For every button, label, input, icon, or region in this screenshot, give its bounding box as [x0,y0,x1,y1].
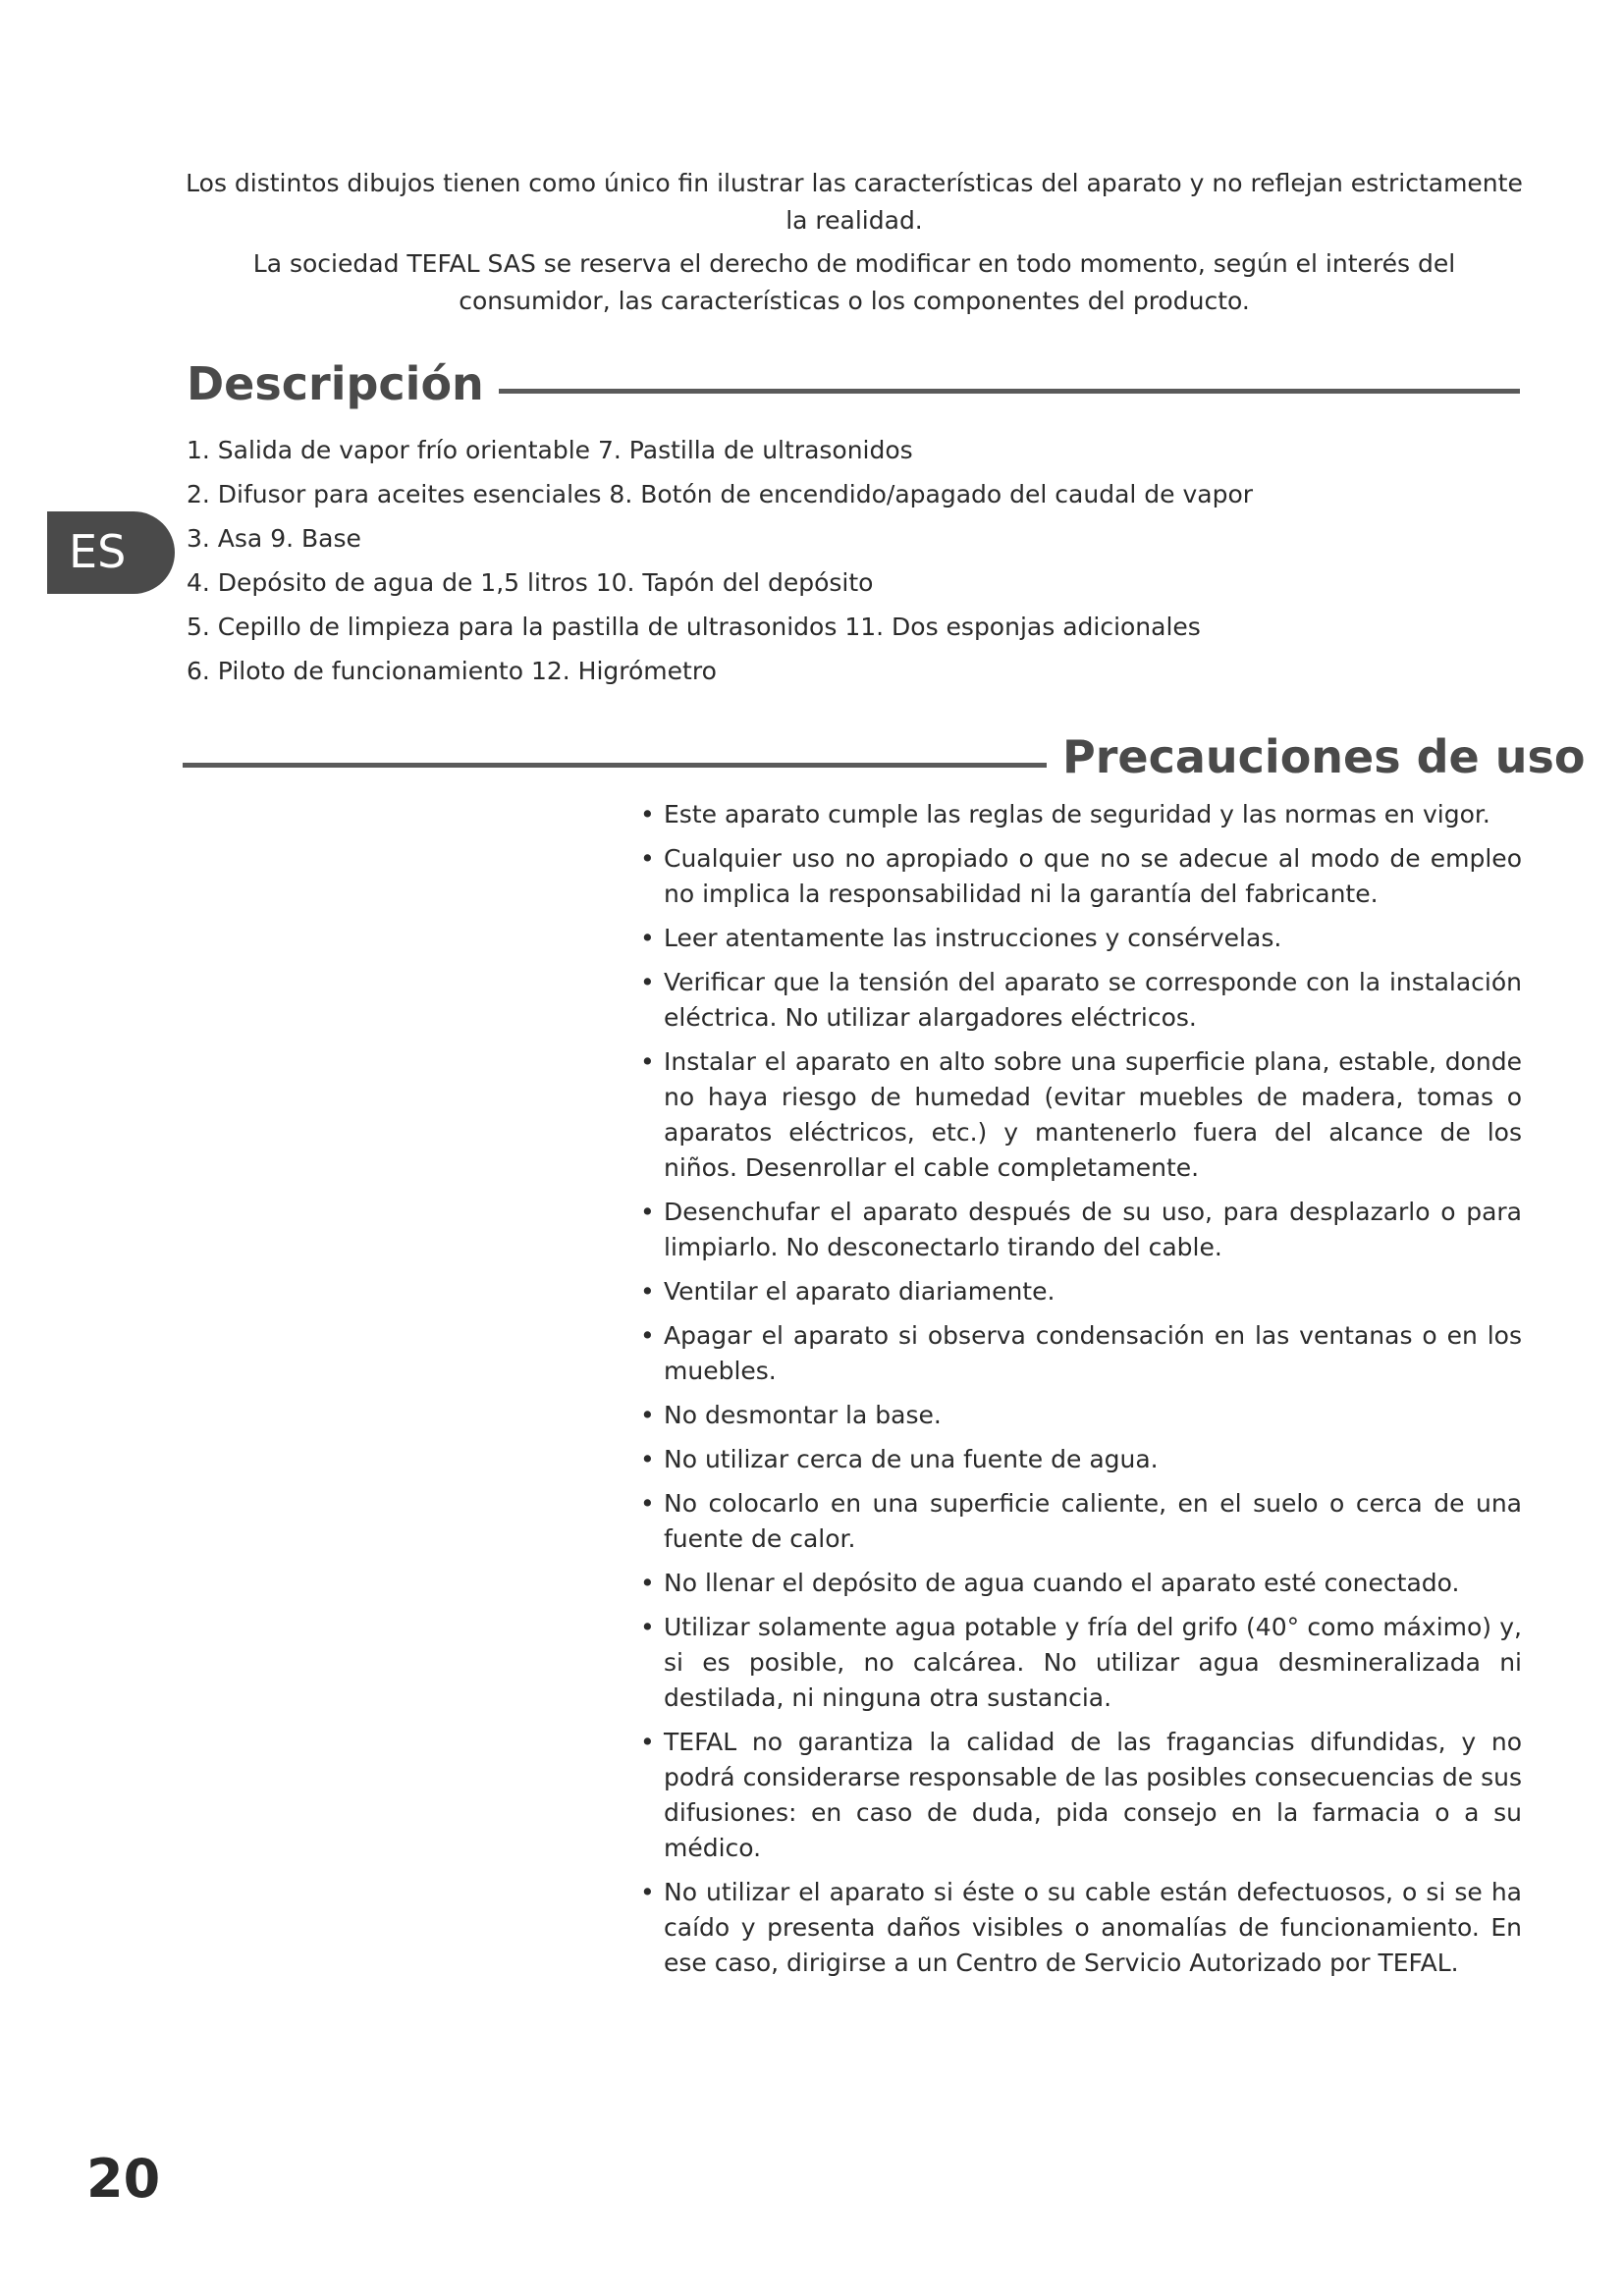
list-item: • No llenar el depósito de agua cuando el aparato esté conectado. [640,1566,1522,1601]
list-item: • Verificar que la tensión del aparato se corresponde con la instalación eléctrica. No utilizar alargadores eléctricos. [640,965,1522,1036]
intro-disclaimer-modifications: La sociedad TEFAL SAS se reserva el derecho de modificar en todo momento, según el interés del consumidor, las características o los componentes del producto. [252,249,1456,315]
list-item: 6. Piloto de funcionamiento 12. Higrómetro [187,657,717,685]
page-number: 20 [86,2148,161,2210]
list-item: • TEFAL no garantiza la calidad de las fragancias difundidas, y no podrá considerarse responsable de las posibles consecuencias de sus difusiones: en caso de duda, pida consejo en la farmacia o a su médico. [640,1725,1522,1866]
description-list [187,428,1253,693]
list-item: 3. Asa 9. Base [187,524,361,553]
precautions-heading: Precauciones de uso [1062,730,1586,783]
list-item: • No utilizar el aparato si éste o su cable están defectuosos, o si se ha caído y presenta daños visibles o anomalías de funcionamiento. En ese caso, dirigirse a un Centro de Servicio Autorizado por TEFAL. [640,1875,1522,1981]
language-tab-label: ES [69,525,127,578]
list-item: • No desmontar la base. [640,1398,1522,1433]
list-item: • Cualquier uso no apropiado o que no se adecue al modo de empleo no implica la responsabilidad ni la garantía del fabricante. [640,841,1522,912]
list-item: 2. Difusor para aceites esenciales 8. Botón de encendido/apagado del caudal de vapor [187,480,1254,508]
intro-notice [177,165,1532,326]
list-item: • Este aparato cumple las reglas de seguridad y las normas en vigor. [640,797,1522,832]
description-heading-rule [499,389,1520,394]
precautions-list [640,797,1522,1990]
list-item: • Utilizar solamente agua potable y fría del grifo (40° como máximo) y, si es posible, no calcárea. No utilizar agua desmineralizada ni destilada, ni ninguna otra sustancia. [640,1610,1522,1716]
list-item: • Desenchufar el aparato después de su uso, para desplazarlo o para limpiarlo. No desconectarlo tirando del cable. [640,1195,1522,1265]
list-item: • No utilizar cerca de una fuente de agua. [640,1442,1522,1477]
list-item: 4. Depósito de agua de 1,5 litros 10. Tapón del depósito [187,568,874,597]
list-item: • Ventilar el aparato diariamente. [640,1274,1522,1309]
intro-disclaimer-drawings: Los distintos dibujos tienen como único fin ilustrar las características del aparato y no reflejan estrictamente la realidad. [186,169,1523,235]
list-item: 5. Cepillo de limpieza para la pastilla de ultrasonidos 11. Dos esponjas adicionales [187,613,1201,641]
description-heading: Descripción [187,357,484,410]
list-item: • Apagar el aparato si observa condensación en las ventanas o en los muebles. [640,1318,1522,1389]
list-item: 1. Salida de vapor frío orientable 7. Pastilla de ultrasonidos [187,436,913,464]
precautions-heading-rule [183,763,1047,768]
list-item: • Instalar el aparato en alto sobre una superficie plana, estable, donde no haya riesgo de humedad (evitar muebles de madera, tomas o aparatos eléctricos, etc.) y mantenerlo fuera del alcance de los niños. Desenrollar el cable completamente. [640,1044,1522,1186]
list-item: • No colocarlo en una superficie caliente, en el suelo o cerca de una fuente de calor. [640,1486,1522,1557]
language-tab [47,511,175,594]
list-item: • Leer atentamente las instrucciones y consérvelas. [640,921,1522,956]
